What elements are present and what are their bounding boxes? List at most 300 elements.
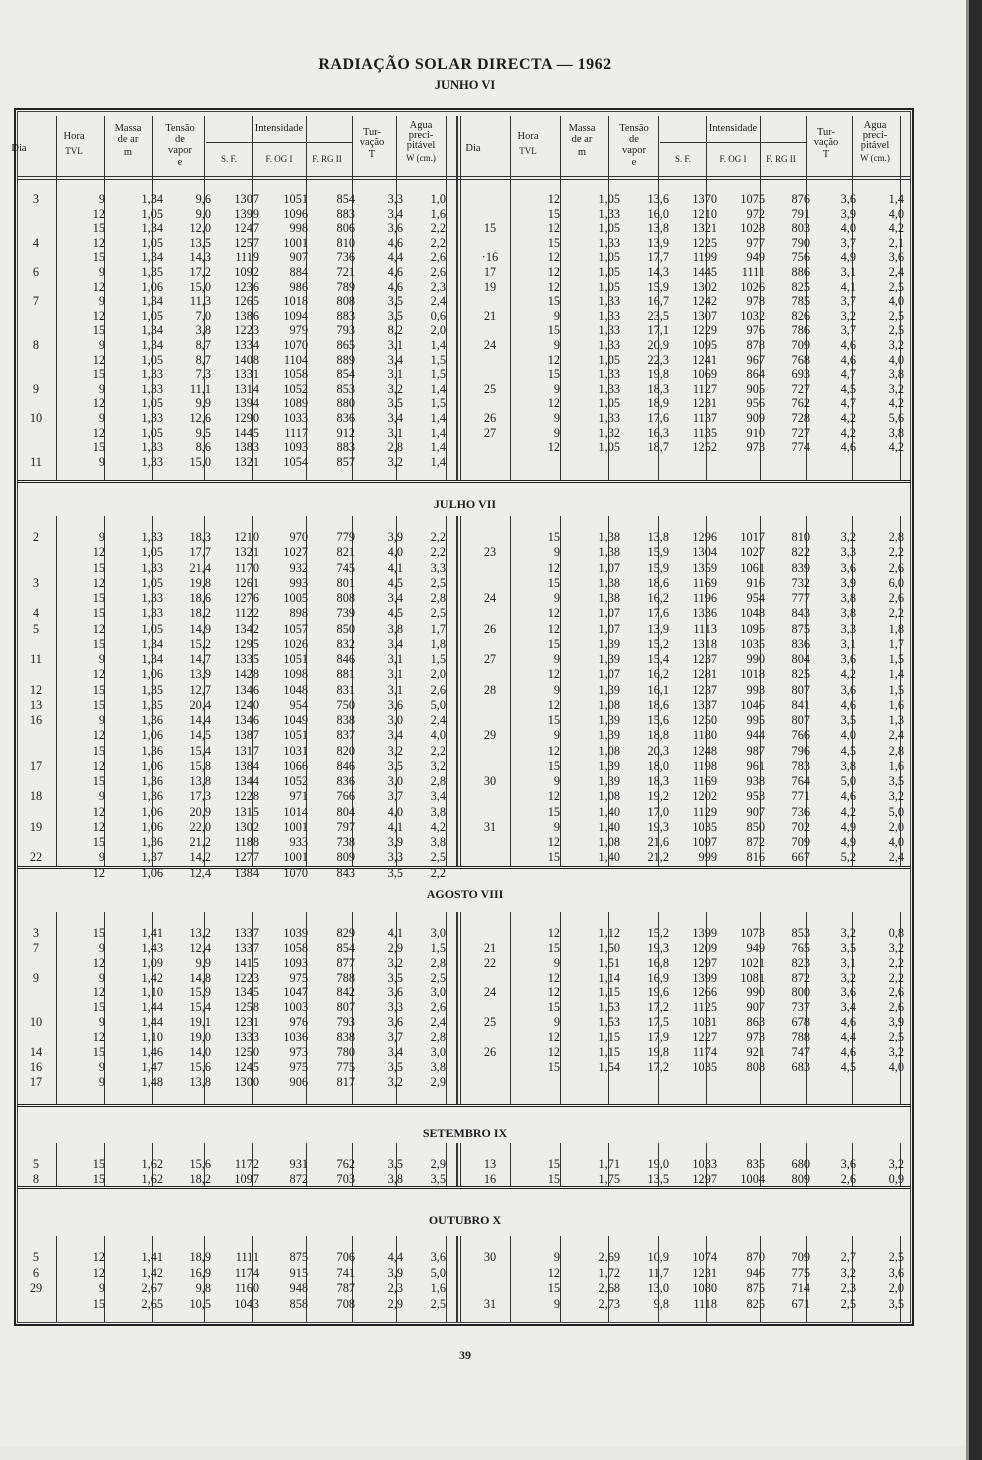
header-right-tensao: Tensão — [619, 123, 649, 134]
cell-intensidade-fog: 1061 — [740, 560, 765, 575]
cell-massa-ar: 1,33 — [141, 367, 163, 382]
cell-intensidade-frg: 857 — [336, 454, 355, 469]
cell-intensidade-fog: 921 — [746, 1044, 765, 1059]
cell-agua-precipitavel: 3,2 — [430, 758, 446, 773]
cell-tensao-vapor: 21,2 — [647, 850, 669, 865]
cell-agua-precipitavel: 1,6 — [430, 206, 446, 221]
cell-hora: 9 — [98, 381, 105, 396]
cell-agua-precipitavel: 1,0 — [430, 192, 446, 206]
cell-intensidade-sf: 1321 — [234, 545, 259, 560]
cell-massa-ar: 2,68 — [598, 1281, 620, 1295]
cell-intensidade-frg: 703 — [336, 1172, 355, 1187]
cell-turvacao: 2,5 — [840, 1296, 856, 1311]
cell-agua-precipitavel: 3,0 — [430, 1044, 446, 1059]
cell-hora: 15 — [92, 367, 105, 382]
cell-turvacao: 3,4 — [387, 1044, 403, 1059]
cell-tensao-vapor: 15,2 — [647, 636, 669, 651]
cell-intensidade-sf: 1231 — [692, 396, 717, 411]
cell-tensao-vapor: 19,8 — [647, 367, 669, 382]
cell-hora: 12 — [92, 279, 105, 294]
cell-turvacao: 3,8 — [387, 1172, 403, 1187]
cell-dia: 16 — [29, 713, 43, 727]
cell-intensidade-sf: 1229 — [692, 323, 717, 338]
cell-intensidade-frg: 886 — [791, 265, 810, 279]
cell-intensidade-fog: 1095 — [740, 621, 765, 636]
cell-turvacao: 4,1 — [387, 560, 403, 575]
cell-agua-precipitavel: 3,6 — [888, 1265, 904, 1280]
cell-intensidade-fog: 954 — [289, 697, 308, 712]
cell-intensidade-sf: 1321 — [692, 221, 717, 236]
cell-agua-precipitavel: 1,4 — [430, 338, 446, 352]
cell-tensao-vapor: 12,4 — [189, 865, 211, 880]
cell-tensao-vapor: 17,9 — [647, 1029, 669, 1044]
cell-tensao-vapor: 18,0 — [647, 758, 669, 773]
cell-intensidade-frg: 842 — [336, 985, 355, 1000]
cell-dia: 6 — [32, 1265, 40, 1280]
cell-intensidade-fog: 949 — [746, 250, 765, 265]
cell-turvacao: 3,6 — [387, 985, 403, 1000]
cell-intensidade-fog: 875 — [746, 1281, 765, 1295]
cell-intensidade-sf: 1307 — [692, 308, 717, 323]
cell-intensidade-fog: 1057 — [283, 621, 308, 636]
cell-tensao-vapor: 17,7 — [647, 250, 669, 265]
cell-hora: 15 — [92, 250, 105, 265]
cell-agua-precipitavel: 1,8 — [430, 636, 446, 651]
cell-intensidade-sf: 1258 — [234, 1000, 259, 1015]
cell-intensidade-fog: 898 — [289, 606, 308, 621]
cell-intensidade-sf: 1227 — [692, 1029, 717, 1044]
cell-turvacao: 3,1 — [387, 338, 403, 352]
cell-turvacao: 4,6 — [840, 440, 856, 455]
cell-hora: 12 — [92, 206, 105, 221]
cell-dia: 5 — [32, 1157, 40, 1171]
book-binding — [966, 0, 982, 1460]
cell-hora: 15 — [92, 1296, 105, 1311]
cell-intensidade-frg: 790 — [791, 235, 810, 250]
cell-turvacao: 3,8 — [387, 621, 403, 636]
cell-tensao-vapor: 9,8 — [195, 1281, 211, 1295]
cell-hora: 15 — [92, 440, 105, 455]
cell-agua-precipitavel: 2,0 — [888, 1281, 904, 1295]
cell-dia: 28 — [483, 682, 497, 697]
cell-intensidade-fog: 872 — [289, 1172, 308, 1187]
cell-intensidade-frg: 736 — [336, 250, 355, 265]
cell-dia: 12 — [29, 682, 43, 697]
cell-massa-ar: 1,36 — [141, 774, 163, 788]
cell-agua-precipitavel: 2,2 — [430, 221, 446, 236]
cell-agua-precipitavel: 2,6 — [888, 591, 904, 605]
header-right-agua-preci: preci- — [862, 130, 888, 141]
cell-turvacao: 4,5 — [840, 1059, 856, 1074]
cell-hora: 15 — [547, 323, 560, 338]
cell-intensidade-sf: 1242 — [692, 294, 717, 309]
cell-agua-precipitavel: 5,0 — [430, 1265, 446, 1280]
cell-hora: 9 — [553, 545, 560, 560]
cell-intensidade-sf: 1383 — [234, 440, 259, 455]
cell-intensidade-frg: 765 — [791, 940, 810, 955]
cell-intensidade-frg: 821 — [336, 545, 355, 560]
cell-dia: 30 — [483, 1250, 497, 1264]
cell-turvacao: 2,3 — [840, 1281, 856, 1295]
month-heading-julho: JULHO VII — [433, 497, 497, 511]
cell-dia: 17 — [29, 1074, 43, 1089]
cell-tensao-vapor: 14,8 — [189, 970, 211, 985]
cell-turvacao: 4,0 — [840, 728, 856, 743]
cell-intensidade-frg: 807 — [791, 682, 810, 697]
cell-intensidade-fog: 1048 — [283, 682, 308, 697]
cell-turvacao: 4,9 — [840, 819, 856, 834]
cell-agua-precipitavel: 3,2 — [888, 789, 904, 804]
cell-agua-precipitavel: 4,2 — [430, 819, 446, 834]
cell-hora: 15 — [92, 1172, 105, 1187]
cell-intensidade-sf: 1035 — [692, 819, 717, 834]
cell-tensao-vapor: 19,0 — [647, 1157, 669, 1171]
cell-intensidade-frg: 850 — [336, 621, 355, 636]
cell-hora: 9 — [553, 682, 560, 697]
section-divider-junho — [17, 480, 911, 483]
cell-intensidade-sf: 1428 — [234, 667, 259, 682]
cell-turvacao: 4,2 — [840, 425, 856, 440]
cell-turvacao: 3,0 — [387, 774, 403, 788]
cell-turvacao: 3,2 — [387, 1074, 403, 1089]
cell-intensidade-fog: 1052 — [283, 381, 308, 396]
cell-agua-precipitavel: 1,5 — [888, 652, 904, 666]
cell-agua-precipitavel: 2,8 — [430, 774, 446, 788]
cell-massa-ar: 1,05 — [141, 621, 163, 636]
cell-intensidade-sf: 1247 — [234, 221, 259, 236]
cell-massa-ar: 2,73 — [598, 1296, 620, 1311]
cell-turvacao: 3,9 — [387, 1265, 403, 1280]
cell-massa-ar: 1,39 — [598, 652, 620, 666]
cell-turvacao: 8,2 — [387, 323, 403, 338]
cell-massa-ar: 1,38 — [598, 591, 620, 605]
cell-intensidade-sf: 1346 — [234, 682, 259, 697]
header-left-hora: Hora — [63, 131, 85, 142]
cell-hora: 12 — [92, 1265, 105, 1280]
cell-intensidade-sf: 1231 — [692, 1265, 717, 1280]
cell-massa-ar: 1,33 — [598, 381, 620, 396]
cell-intensidade-frg: 883 — [336, 206, 355, 221]
cell-intensidade-fog: 1052 — [283, 774, 308, 788]
cell-tensao-vapor: 3,8 — [195, 323, 211, 338]
cell-turvacao: 4,6 — [387, 235, 403, 250]
cell-agua-precipitavel: 2,0 — [430, 667, 446, 682]
cell-turvacao: 4,7 — [840, 367, 856, 382]
cell-turvacao: 3,4 — [387, 636, 403, 651]
cell-agua-precipitavel: 2,2 — [430, 545, 446, 560]
cell-dia: 17 — [483, 265, 497, 279]
cell-turvacao: 2,8 — [387, 440, 403, 455]
cell-tensao-vapor: 19,1 — [189, 1015, 211, 1030]
cell-massa-ar: 1,40 — [598, 804, 620, 819]
cell-tensao-vapor: 13,8 — [189, 774, 211, 788]
cell-intensidade-frg: 808 — [336, 294, 355, 309]
cell-agua-precipitavel: 3,5 — [430, 1172, 446, 1187]
cell-intensidade-fog: 1039 — [283, 926, 308, 940]
cell-turvacao: 3,3 — [840, 545, 856, 560]
cell-massa-ar: 1,33 — [141, 530, 163, 544]
cell-intensidade-sf: 1307 — [234, 192, 259, 206]
cell-intensidade-sf: 1113 — [693, 621, 717, 636]
cell-intensidade-fog: 835 — [746, 1157, 765, 1171]
cell-intensidade-sf: 1261 — [234, 575, 259, 590]
cell-hora: 12 — [547, 835, 560, 849]
header-right-sf: S. F. — [674, 154, 692, 164]
cell-hora: 9 — [98, 411, 105, 425]
cell-intensidade-frg: 721 — [336, 265, 355, 279]
cell-turvacao: 4,6 — [840, 1015, 856, 1030]
cell-tensao-vapor: 15,0 — [189, 454, 211, 469]
center-divider — [456, 1236, 458, 1322]
cell-intensidade-sf: 1333 — [234, 1029, 259, 1044]
cell-intensidade-fog: 1089 — [283, 396, 308, 411]
cell-hora: 15 — [92, 1044, 105, 1059]
cell-massa-ar: 1,36 — [141, 835, 163, 849]
cell-intensidade-sf: 1445 — [692, 265, 717, 279]
cell-massa-ar: 1,34 — [141, 192, 163, 206]
cell-hora: 9 — [98, 652, 105, 666]
header-left-frg: F. RG II — [312, 154, 342, 164]
cell-intensidade-frg: 785 — [791, 294, 810, 309]
cell-agua-precipitavel: 2,2 — [430, 865, 446, 880]
cell-intensidade-sf: 1359 — [692, 560, 717, 575]
cell-intensidade-fog: 1066 — [283, 758, 308, 773]
cell-massa-ar: 1,38 — [598, 545, 620, 560]
header-left-tensao-vapor: vapor — [168, 145, 192, 156]
cell-agua-precipitavel: 2,5 — [888, 1250, 904, 1264]
cell-turvacao: 3,5 — [387, 1059, 403, 1074]
cell-intensidade-frg: 787 — [336, 1281, 355, 1295]
cell-intensidade-sf: 1119 — [235, 250, 259, 265]
cell-intensidade-fog: 1070 — [283, 338, 308, 352]
cell-turvacao: 3,1 — [840, 265, 856, 279]
cell-intensidade-sf: 1415 — [234, 955, 259, 970]
cell-tensao-vapor: 19,3 — [647, 819, 669, 834]
cell-turvacao: 4,0 — [387, 804, 403, 819]
cell-hora: 9 — [98, 338, 105, 352]
cell-tensao-vapor: 16,2 — [647, 591, 669, 605]
cell-turvacao: 3,5 — [387, 970, 403, 985]
cell-intensidade-sf: 1135 — [692, 425, 717, 440]
cell-intensidade-fog: 1058 — [283, 940, 308, 955]
cell-turvacao: 4,5 — [840, 743, 856, 758]
cell-massa-ar: 1,38 — [598, 575, 620, 590]
cell-hora: 9 — [98, 192, 105, 206]
cell-dia: 25 — [483, 381, 497, 396]
cell-intensidade-frg: 727 — [791, 381, 810, 396]
cell-dia: 4 — [32, 606, 40, 621]
cell-tensao-vapor: 10,5 — [189, 1296, 211, 1311]
cell-agua-precipitavel: 2,5 — [430, 575, 446, 590]
cell-tensao-vapor: 17,6 — [647, 606, 669, 621]
cell-intensidade-fog: 975 — [289, 1059, 308, 1074]
cell-intensidade-frg: 826 — [791, 308, 810, 323]
cell-hora: 9 — [553, 425, 560, 440]
cell-intensidade-frg: 883 — [336, 308, 355, 323]
cell-hora: 9 — [553, 338, 560, 352]
cell-tensao-vapor: 16,7 — [647, 294, 669, 309]
cell-intensidade-frg: 822 — [791, 545, 810, 560]
cell-intensidade-sf: 1265 — [234, 294, 259, 309]
cell-turvacao: 3,5 — [387, 1157, 403, 1171]
cell-hora: 15 — [547, 804, 560, 819]
cell-intensidade-frg: 783 — [791, 758, 810, 773]
cell-intensidade-sf: 1337 — [234, 940, 259, 955]
cell-dia: 9 — [32, 970, 40, 985]
cell-dia: 21 — [483, 308, 497, 323]
cell-hora: 15 — [92, 606, 105, 621]
cell-agua-precipitavel: 2,6 — [888, 1000, 904, 1015]
cell-hora: 12 — [92, 728, 105, 743]
cell-intensidade-frg: 829 — [336, 926, 355, 940]
header-left-massa-m: m — [123, 147, 133, 158]
cell-massa-ar: 1,36 — [141, 743, 163, 758]
cell-massa-ar: 2,69 — [598, 1250, 620, 1264]
cell-intensidade-frg: 762 — [791, 396, 810, 411]
header-right-agua-pitavel: pitável — [860, 140, 890, 151]
cell-hora: 12 — [547, 221, 560, 236]
cell-intensidade-fog: 864 — [746, 367, 765, 382]
cell-tensao-vapor: 21,2 — [189, 835, 211, 849]
cell-massa-ar: 1,05 — [141, 545, 163, 560]
cell-turvacao: 3,6 — [840, 985, 856, 1000]
cell-massa-ar: 1,15 — [598, 1044, 620, 1059]
cell-intensidade-frg: 807 — [791, 713, 810, 727]
cell-dia: 14 — [29, 1044, 43, 1059]
cell-tensao-vapor: 9,6 — [195, 192, 211, 206]
cell-turvacao: 4,2 — [840, 667, 856, 682]
cell-tensao-vapor: 15,4 — [189, 743, 211, 758]
cell-dia: 8 — [32, 338, 40, 352]
cell-intensidade-sf: 1069 — [692, 367, 717, 382]
cell-agua-precipitavel: 5,0 — [430, 697, 446, 712]
cell-intensidade-sf: 1174 — [692, 1044, 717, 1059]
cell-tensao-vapor: 13,8 — [189, 1074, 211, 1089]
cell-agua-precipitavel: 2,2 — [430, 530, 446, 544]
cell-massa-ar: 1,62 — [141, 1157, 163, 1171]
cell-intensidade-frg: 727 — [791, 425, 810, 440]
cell-turvacao: 3,6 — [840, 1157, 856, 1171]
cell-tensao-vapor: 15,6 — [189, 1059, 211, 1074]
cell-hora: 12 — [547, 789, 560, 804]
cell-tensao-vapor: 14,3 — [647, 265, 669, 279]
cell-turvacao: 3,6 — [840, 682, 856, 697]
cell-hora: 9 — [98, 530, 105, 544]
cell-intensidade-fog: 1075 — [740, 192, 765, 206]
cell-intensidade-sf: 1314 — [234, 381, 259, 396]
cell-massa-ar: 1,72 — [598, 1265, 620, 1280]
cell-intensidade-frg: 750 — [336, 697, 355, 712]
cell-hora: 9 — [98, 454, 105, 469]
cell-massa-ar: 1,05 — [141, 308, 163, 323]
cell-agua-precipitavel: 2,4 — [888, 850, 904, 865]
cell-agua-precipitavel: 3,8 — [430, 1059, 446, 1074]
cell-hora: 15 — [547, 1000, 560, 1015]
cell-hora: 15 — [92, 560, 105, 575]
cell-turvacao: 3,4 — [387, 352, 403, 367]
cell-hora: 9 — [98, 850, 105, 865]
cell-turvacao: 2,6 — [840, 1172, 856, 1187]
cell-agua-precipitavel: 4,2 — [888, 440, 904, 455]
header-right-intensidade: Intensidade — [708, 123, 758, 134]
cell-intensidade-fog: 973 — [746, 1029, 765, 1044]
header-left-tensao-e: e — [177, 157, 183, 168]
cell-massa-ar: 1,08 — [598, 789, 620, 804]
cell-tensao-vapor: 16,3 — [647, 425, 669, 440]
header-right-frg: F. RG II — [766, 154, 796, 164]
cell-intensidade-fog: 1051 — [283, 652, 308, 666]
cell-agua-precipitavel: 2,1 — [888, 235, 904, 250]
header-right-turvacao: Tur- — [816, 127, 836, 138]
cell-intensidade-sf: 1169 — [692, 575, 717, 590]
cell-intensidade-sf: 1180 — [692, 728, 717, 743]
cell-massa-ar: 1,35 — [141, 265, 163, 279]
cell-intensidade-fog: 987 — [746, 743, 765, 758]
cell-intensidade-fog: 979 — [289, 323, 308, 338]
cell-hora: 12 — [547, 985, 560, 1000]
cell-agua-precipitavel: 2,6 — [430, 682, 446, 697]
cell-intensidade-frg: 764 — [791, 774, 810, 788]
cell-intensidade-frg: 678 — [791, 1015, 810, 1030]
cell-intensidade-fog: 1021 — [740, 955, 765, 970]
cell-intensidade-fog: 932 — [289, 560, 308, 575]
header-left-agua-w: W (cm.) — [406, 153, 436, 163]
cell-intensidade-fog: 1046 — [740, 697, 765, 712]
cell-turvacao: 3,9 — [840, 206, 856, 221]
header-left-tensao-de: de — [175, 134, 185, 145]
cell-massa-ar: 1,08 — [598, 697, 620, 712]
cell-agua-precipitavel: 1,5 — [430, 940, 446, 955]
header-right-dia: Dia — [465, 143, 481, 154]
cell-intensidade-fog: 956 — [746, 396, 765, 411]
cell-hora: 15 — [92, 743, 105, 758]
section-divider-agosto — [17, 1104, 911, 1107]
cell-agua-precipitavel: 3,2 — [888, 940, 904, 955]
cell-turvacao: 5,0 — [840, 774, 856, 788]
cell-intensidade-frg: 837 — [336, 728, 355, 743]
cell-turvacao: 3,8 — [840, 606, 856, 621]
cell-intensidade-sf: 1302 — [234, 819, 259, 834]
cell-intensidade-sf: 1335 — [234, 652, 259, 666]
cell-agua-precipitavel: 3,0 — [430, 926, 446, 940]
cell-intensidade-fog: 1017 — [740, 530, 765, 544]
header-left-massa-de-ar: de ar — [117, 134, 139, 145]
cell-intensidade-sf: 1245 — [234, 1059, 259, 1074]
cell-agua-precipitavel: 1,7 — [888, 636, 904, 651]
cell-massa-ar: 1,15 — [598, 985, 620, 1000]
cell-agua-precipitavel: 4,0 — [888, 294, 904, 309]
cell-hora: 12 — [92, 235, 105, 250]
cell-intensidade-frg: 801 — [336, 575, 355, 590]
cell-dia: 17 — [29, 758, 43, 773]
cell-hora: 9 — [98, 1281, 105, 1295]
cell-massa-ar: 1,33 — [141, 606, 163, 621]
cell-intensidade-sf: 1231 — [234, 1015, 259, 1030]
cell-intensidade-sf: 1127 — [692, 381, 717, 396]
cell-agua-precipitavel: 2,2 — [888, 545, 904, 560]
cell-hora: 12 — [547, 440, 560, 455]
cell-intensidade-frg: 838 — [336, 713, 355, 727]
cell-hora: 12 — [547, 265, 560, 279]
cell-hora: 9 — [553, 652, 560, 666]
header-right-massa-de-ar: de ar — [571, 134, 593, 145]
cell-turvacao: 3,2 — [387, 743, 403, 758]
cell-intensidade-fog: 907 — [289, 250, 308, 265]
cell-intensidade-frg: 880 — [336, 396, 355, 411]
cell-tensao-vapor: 9,8 — [653, 1296, 669, 1311]
cell-hora: 9 — [98, 265, 105, 279]
cell-agua-precipitavel: 2,6 — [430, 265, 446, 279]
